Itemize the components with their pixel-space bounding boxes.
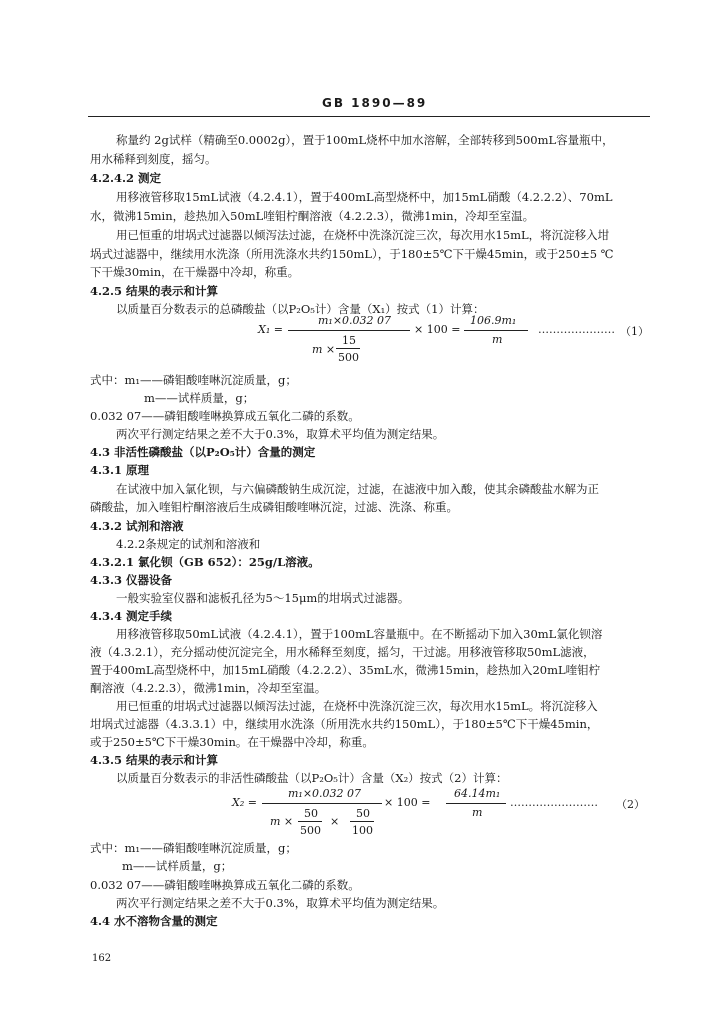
- section-heading: 4.3.2.1 氯化钡（GB 652）：25g/L溶液。: [90, 555, 320, 569]
- eq1-result-bar: [464, 330, 528, 331]
- section-heading: 4.3 非活性磷酸盐（以P₂O₅计）含量的测定: [90, 445, 316, 459]
- section-heading: 4.3.3 仪器设备: [90, 573, 173, 587]
- body-line: 水，微沸15min，趁热加入50mL喹钼柠酮溶液（4.2.2.3），微沸1min，冷却至室温。: [90, 209, 535, 223]
- eq1-fraction-bar: [288, 330, 410, 331]
- eq1-result-numerator: 106.9m₁: [470, 314, 517, 327]
- eq2-f2-num: 50: [356, 807, 370, 820]
- body-line: 酮溶液（4.2.2.3），微沸1min，冷却至室温。: [90, 681, 327, 695]
- eq2-result-bar: [446, 803, 506, 804]
- eq2-number: （2）: [616, 798, 645, 811]
- body-line: 坩埚式过滤器（4.3.3.1）中，继续用水洗涤（所用洗水共约150mL），于180±5℃下干燥45min，: [90, 717, 599, 731]
- section-heading: 4.3.4 测定手续: [90, 609, 173, 623]
- body-line: 液（4.3.2.1），充分摇动使沉淀完全，用水稀释至刻度，摇匀，干过滤。用移液管移取50mL滤液，: [90, 645, 595, 659]
- body-line: 埚式过滤器中，继续用水洗涤（所用洗涤水共约150mL），于180±5℃下干燥45min，或于250±5 ℃: [90, 247, 614, 261]
- eq2-f2-den: 100: [352, 824, 373, 837]
- body-line: 以质量百分数表示的总磷酸盐（以P₂O₅计）含量（X₁）按式（1）计算：: [116, 302, 485, 316]
- eq1-den-fraction-bar: [336, 348, 360, 349]
- eq2-fraction-bar: [262, 803, 382, 804]
- body-line: 称量约 2g试样（精确至0.0002g），置于100mL烧杯中加水溶解，全部转移到500mL容量瓶中，: [116, 133, 614, 147]
- eq2-times: ×: [330, 815, 340, 828]
- eq1-leader-dots: …………………: [538, 323, 615, 336]
- body-line: 0.032 07——磷钼酸喹啉换算成五氧化二磷的系数。: [90, 409, 360, 423]
- eq2-denominator-m: m ×: [270, 815, 294, 828]
- page-number: 162: [92, 953, 112, 964]
- eq2-f2-bar: [350, 821, 374, 822]
- body-line: 两次平行测定结果之差不大于0.3%，取算术平均值为测定结果。: [116, 427, 445, 441]
- eq2-times-100: × 100 =: [384, 796, 431, 809]
- eq1-times-100: × 100 =: [414, 323, 461, 336]
- body-line: 0.032 07——磷钼酸喹啉换算成五氧化二磷的系数。: [90, 878, 360, 892]
- eq2-leader-dots: ……………………: [510, 796, 598, 809]
- body-line: 一般实验室仪器和滤板孔径为5～15μm的坩埚式过滤器。: [116, 591, 410, 605]
- eq1-result-denominator: m: [492, 333, 503, 346]
- body-line: 以质量百分数表示的非活性磷酸盐（以P₂O₅计）含量（X₂）按式（2）计算：: [116, 771, 508, 785]
- body-line: 磷酸盐，加入喹钼柠酮溶液后生成磷钼酸喹啉沉淀，过滤、洗涤、称重。: [90, 500, 458, 514]
- body-line: 式中：m₁——磷钼酸喹啉沉淀质量，g；: [90, 841, 297, 855]
- eq2-result-denominator: m: [472, 806, 483, 819]
- body-line: 用移液管移取15mL试液（4.2.4.1），置于400mL高型烧杯中，加15mL硝酸（4.2.2.2）、70mL: [116, 190, 613, 204]
- eq2-f1-num: 50: [304, 807, 318, 820]
- body-line: 在试液中加入氯化钡，与六偏磷酸钠生成沉淀，过滤，在滤液中加入酸，使其余磷酸盐水解为正: [116, 482, 599, 496]
- eq1-denominator-m: m ×: [312, 343, 336, 356]
- page-header-title: GB 1890—89: [322, 96, 428, 110]
- eq2-result-numerator: 64.14m₁: [454, 787, 501, 800]
- eq2-lhs: X₂ =: [232, 796, 257, 809]
- eq1-den-frac-num: 15: [342, 334, 356, 347]
- body-line: 用移液管移取50mL试液（4.2.4.1），置于100mL容量瓶中。在不断摇动下加入30mL氯化钡溶: [116, 627, 603, 641]
- eq1-numerator: m₁×0.032 07: [318, 314, 392, 327]
- body-line: 4.2.2条规定的试剂和溶液和: [116, 537, 261, 551]
- eq1-lhs: X₁ =: [258, 323, 283, 336]
- section-heading: 4.2.4.2 测定: [90, 171, 162, 185]
- body-line: 用已恒重的坩埚式过滤器以倾泻法过滤，在烧杯中洗涤沉淀三次，每次用水15mL，将沉淀移入坩: [116, 228, 610, 242]
- body-line: 用已恒重的坩埚式过滤器以倾泻法过滤，在烧杯中洗涤沉淀三次，每次用水15mL。将沉淀移入: [116, 699, 598, 713]
- body-line: 下干燥30min，在干燥器中冷却，称重。: [90, 265, 300, 279]
- eq1-den-frac-den: 500: [338, 351, 359, 364]
- body-line: 两次平行测定结果之差不大于0.3%，取算术平均值为测定结果。: [116, 896, 445, 910]
- body-line: 用水稀释到刻度，摇匀。: [90, 152, 217, 166]
- body-line: 式中：m₁——磷钼酸喹啉沉淀质量，g；: [90, 373, 297, 387]
- body-line: m——试样质量，g；: [144, 391, 255, 405]
- eq2-numerator: m₁×0.032 07: [288, 787, 362, 800]
- section-heading: 4.4 水不溶物含量的测定: [90, 914, 218, 928]
- body-line: 置于400mL高型烧杯中，加15mL硝酸（4.2.2.2）、35mL水，微沸15min，趁热加入20mL喹钼柠: [90, 663, 601, 677]
- eq1-number: （1）: [620, 325, 649, 338]
- body-line: m——试样质量，g；: [122, 859, 233, 873]
- section-heading: 4.3.1 原理: [90, 463, 150, 477]
- header-rule: [88, 116, 650, 117]
- section-heading: 4.3.5 结果的表示和计算: [90, 753, 219, 767]
- section-heading: 4.2.5 结果的表示和计算: [90, 284, 219, 298]
- body-line: 或于250±5℃下干燥30min。在干燥器中冷却，称重。: [90, 735, 374, 749]
- eq2-f1-den: 500: [300, 824, 321, 837]
- eq2-f1-bar: [298, 821, 322, 822]
- section-heading: 4.3.2 试剂和溶液: [90, 519, 184, 533]
